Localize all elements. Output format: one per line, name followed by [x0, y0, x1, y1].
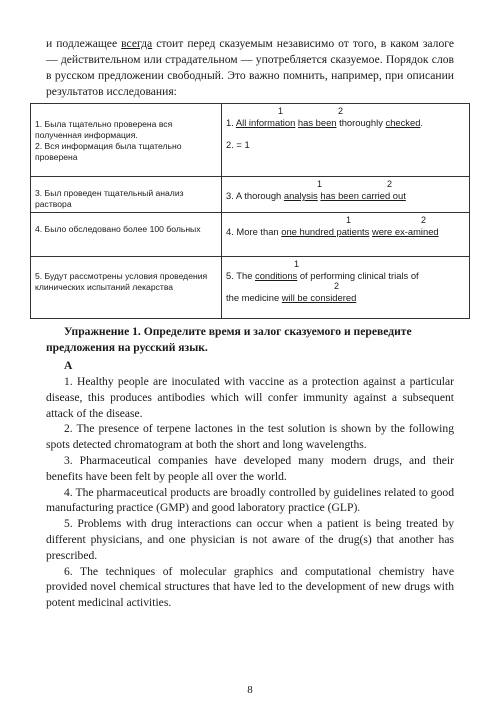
- table-row: [31, 177, 470, 213]
- mark-2: 2: [421, 215, 427, 225]
- english-cell: [222, 213, 470, 257]
- russian-cell: [31, 104, 222, 177]
- english-text: 3. A thorough analysis has been carried out: [226, 190, 406, 201]
- mark-2: 2: [334, 281, 340, 291]
- word-order-marks: [226, 215, 465, 226]
- list-item: 5. Problems with drug interactions can occur when a patient is being treated by different physicians, and one physician is not aware of the drug(s) that another has prescribed.: [46, 517, 454, 562]
- mark-1: 1: [317, 179, 323, 189]
- table-row: [31, 257, 470, 319]
- russian-text: 1. Была тщательно проверена вся полученная информация. 2. Вся информация была тщательно проверена: [35, 119, 182, 162]
- word-order-marks: [226, 179, 465, 190]
- examples-table: [30, 103, 470, 319]
- mark-1: 1: [346, 215, 352, 225]
- table-row: [31, 213, 470, 257]
- exercise-list: [46, 374, 454, 611]
- english-cell: [222, 104, 470, 177]
- mark-2: 2: [338, 106, 344, 116]
- page-number: 8: [247, 684, 253, 696]
- english-tail: the medicine will be considered: [226, 292, 357, 303]
- intro-paragraph: [46, 36, 454, 100]
- mark-1: 1: [294, 259, 300, 269]
- intro-text-a: и подлежащее: [46, 37, 122, 50]
- list-item: 2. The presence of terpene lactones in the test solution is shown by the following spots detected chromatogram at both the short and long wavelengths.: [46, 422, 454, 452]
- russian-text: 4. Было обследовано более 100 больных: [35, 224, 201, 234]
- russian-cell: [31, 213, 222, 257]
- exercise-heading: Упражнение 1. Определите время и залог сказуемого и переведите предложения на русский язык.: [46, 325, 412, 354]
- english-cell: [222, 257, 470, 319]
- russian-cell: [31, 257, 222, 319]
- intro-underlined-word: всегда: [121, 37, 153, 50]
- mark-2: 2: [387, 179, 393, 189]
- list-item: 1. Healthy people are inoculated with vaccine as a protection against a particular disease, this produces antibodies which will confer immunity against a subsequent attack of the disease.: [46, 375, 454, 420]
- table-row: [31, 104, 470, 177]
- russian-text: 3. Был проведен тщательный анализ раствора: [35, 188, 184, 209]
- section-letter: А: [64, 359, 73, 372]
- english-tail: 2. = 1: [226, 139, 250, 150]
- english-cell: [222, 177, 470, 213]
- english-text: 5. The conditions of performing clinical trials of: [226, 270, 419, 281]
- russian-cell: [31, 177, 222, 213]
- word-order-marks: [226, 259, 465, 270]
- english-text: 1. All information has been thoroughly checked.: [226, 117, 424, 128]
- list-item: 4. The pharmaceutical products are broadly controlled by guidelines related to good manufacturing practice (GMP) and good laboratory practice (GLP).: [46, 485, 454, 515]
- word-order-marks-lower: [226, 281, 465, 292]
- mark-1: 1: [278, 106, 284, 116]
- list-item: 6. The techniques of molecular graphics and computational chemistry have provided novel chemical structures that have led to the development of new drugs with potent medicinal activities.: [46, 564, 454, 610]
- word-order-marks: [226, 106, 465, 117]
- russian-text: 5. Будут рассмотрены условия проведения клинических испытаний лекарства: [35, 271, 208, 292]
- list-item: 3. Pharmaceutical companies have developed many modern drugs, and their benefits have been felt by people all over the world.: [46, 453, 454, 483]
- english-text: 4. More than one hundred patients were ex-amined: [226, 226, 439, 237]
- intro-text-b: стоит перед сказуемым независимо от того, в каком залоге — действительном или страдательном — употребляется сказуемое. Порядок слов в русском предложении свободный. Это важно помнить, например, при описании результатов исследования:: [46, 37, 455, 98]
